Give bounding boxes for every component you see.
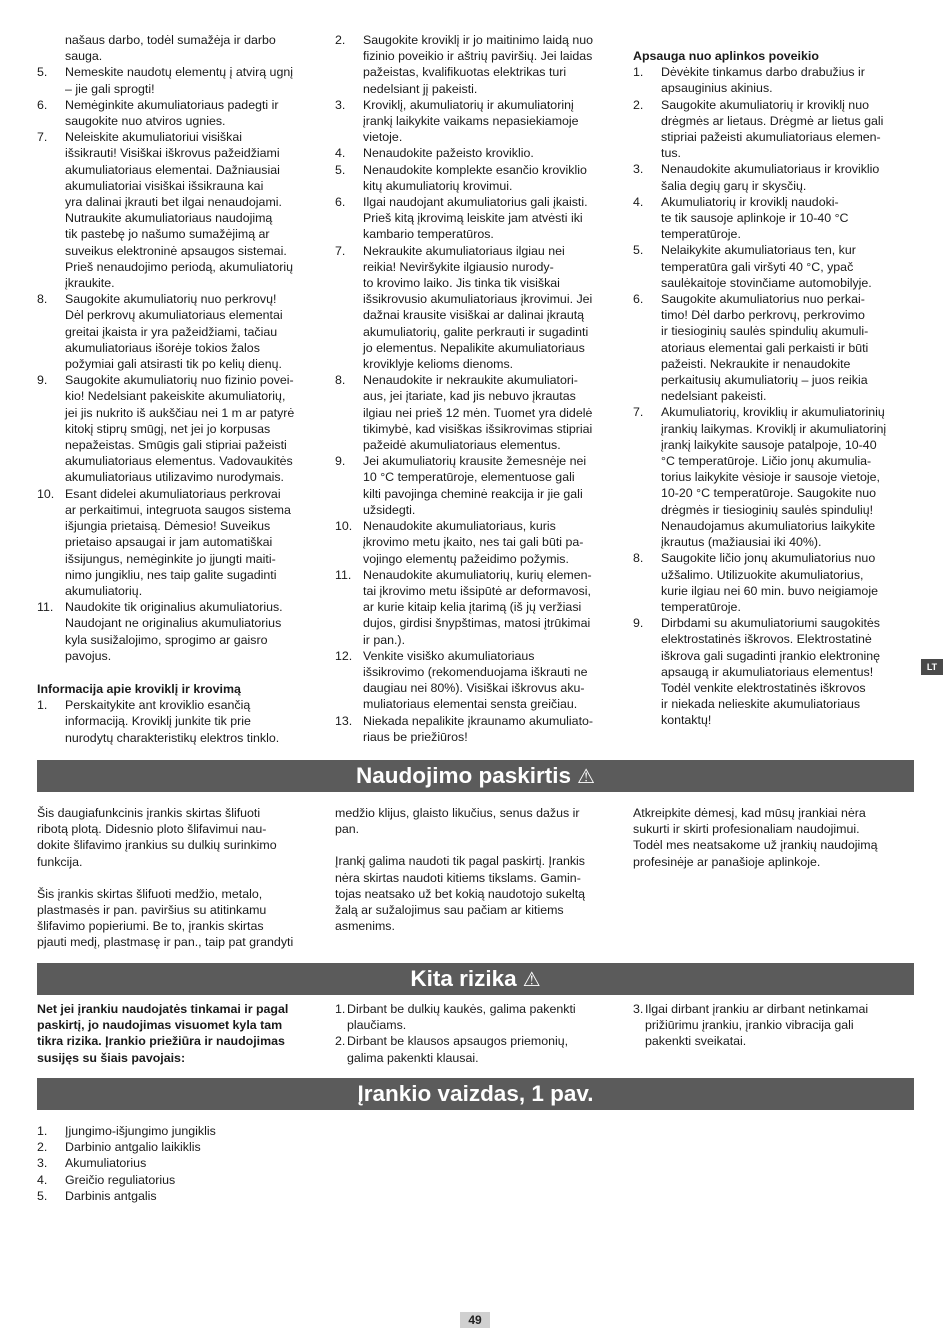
item-line: tus. xyxy=(661,146,681,161)
item-line: užsidegti. xyxy=(363,502,416,517)
item-line: išsijungus, nemėginkite jo įjungti maiti- xyxy=(65,551,276,566)
item-line: jei jis nukrito iš aukščiau nei 1 m ar patyrė xyxy=(65,405,295,420)
item-line: akumuliatoriaus elementai. Dažniausiai xyxy=(65,162,280,177)
list-item xyxy=(335,567,618,648)
paragraph xyxy=(335,805,618,837)
item-number: 7. xyxy=(633,405,644,420)
item-line: akumuliatoriai visiškai išsikrauna kai xyxy=(65,178,264,193)
item-line: yra dalinai įkrauti bet ilgai nenaudojami. xyxy=(65,195,282,210)
item-line: nedelsiant pakeisti. xyxy=(661,389,767,404)
column-3 xyxy=(633,48,911,729)
item-line: reikia! Neviršykite ilgiausio nurody- xyxy=(363,259,554,274)
item-line: išjungia prietaisą. Dėmesio! Suveikus xyxy=(65,519,271,534)
item-line: °C temperatūroje. Ličio jonų akumulia- xyxy=(661,454,872,469)
item-line: ir niekada nelieskite akumuliatoriaus xyxy=(661,697,861,712)
item-line: ar perkaitimui, integruota saugos sistema xyxy=(65,502,291,517)
risk-section-bar xyxy=(37,963,914,995)
item-line: tai įkrovimo metu išsipūtė ar deformavosi, xyxy=(363,583,591,598)
item-number: 11. xyxy=(335,567,352,582)
list-item xyxy=(37,486,320,599)
item-number: 2. xyxy=(37,1140,48,1155)
list-item xyxy=(633,64,911,96)
list-item xyxy=(37,1188,320,1204)
usage-column-1 xyxy=(37,805,320,951)
item-line: požymiai gali atsirasti tik po kelių dienų. xyxy=(65,357,282,372)
item-line: Venkite visiško akumuliatoriaus xyxy=(363,648,535,663)
paragraph xyxy=(335,853,618,934)
list-item xyxy=(633,550,911,615)
risk-intro xyxy=(37,1001,320,1066)
item-line: Naudokite tik originalius akumuliatorius. xyxy=(65,600,283,615)
item-number: 12. xyxy=(335,648,353,663)
item-line: šalia degių garų ir skysčių. xyxy=(661,178,807,193)
item-line: te tik sausoje aplinkoje ir 10-40 °C xyxy=(661,211,849,226)
item-line: nedelsiant jį pakeisti. xyxy=(363,81,478,96)
item-line: timo! Dėl darbo perkrovų, perkrovimo xyxy=(661,308,865,323)
environment-list xyxy=(633,64,911,728)
environment-heading: Apsauga nuo aplinkos poveikio xyxy=(633,49,819,63)
list-item xyxy=(335,713,618,745)
item-number: 10. xyxy=(37,486,55,501)
item-line: stipriai pažeisti akumuliatoriaus elemen- xyxy=(661,130,881,145)
item-line: Nekraukite akumuliatoriaus ilgiau nei xyxy=(363,243,565,258)
battery-safety-list xyxy=(37,64,320,664)
item-number: 5. xyxy=(633,243,644,258)
paragraph-line: plastmasės ir pan. paviršius su atitinkamu xyxy=(37,903,267,918)
item-line: akumuliatorių, galite perkrauti ir sugadinti xyxy=(363,324,589,339)
item-line: ar kurie kitaip kelia įtarimą (iš jų veržiasi xyxy=(363,600,582,615)
list-item xyxy=(37,372,320,485)
item-number: 9. xyxy=(37,373,48,388)
item-line: daugiau nei 80%). Visiškai iškrovus aku- xyxy=(363,681,585,696)
list-item xyxy=(633,291,911,404)
item-line: išsikrauti! Visiškai iškrovus pažeidžiami xyxy=(65,146,280,161)
item-line: tik pastebę jo našumo sumažėjimą ar xyxy=(65,227,270,242)
column-1 xyxy=(37,32,320,746)
item-line: Dirbant be dulkių kaukės, galima pakenkti xyxy=(347,1002,576,1016)
item-line: Saugokite akumuliatorių nuo fizinio povei- xyxy=(65,373,294,388)
item-line: vietoje. xyxy=(363,130,403,145)
list-item xyxy=(335,1033,618,1065)
item-line: to krovimo laiko. Jis tinka tik visiškai xyxy=(363,276,560,291)
item-line: muliatoriaus elementai sensta greičiau. xyxy=(363,697,578,712)
item-line: Saugokite kroviklį ir jo maitinimo laidą nuo xyxy=(363,33,594,47)
intro-line: tikra rizika. Įrankio priežiūra ir naudojimas xyxy=(37,1034,285,1049)
item-line: prietaiso apsaugai ir jam automatiškai xyxy=(65,535,273,550)
item-line: Dėvėkite tinkamus darbo drabužius ir xyxy=(661,65,865,80)
item-line: kitų akumuliatorių krovimui. xyxy=(363,178,513,193)
item-number: 13. xyxy=(335,713,353,728)
list-item xyxy=(633,194,911,243)
item-line: Prieš nenaudojimo periodą, akumuliatorių xyxy=(65,259,293,274)
item-line: informaciją. Kroviklį junkite tik prie xyxy=(65,714,251,729)
paragraph xyxy=(37,886,320,951)
item-number: 3. xyxy=(633,1002,644,1016)
item-line: dujos, girdisi šnypštimas, matosi įtrūkimai xyxy=(363,616,591,631)
list-item xyxy=(37,64,320,96)
item-line: nepažeistas. Smūgis gali stipriai pažeisti xyxy=(65,438,287,453)
paragraph xyxy=(37,805,320,870)
item-number: 8. xyxy=(37,292,48,307)
item-line: ir tiesioginių saulės spindulių akumuli- xyxy=(661,324,869,339)
paragraph-line: funkcija. xyxy=(37,854,83,869)
item-line: – jie gali sprogti! xyxy=(65,81,155,96)
list-item xyxy=(633,1001,911,1050)
item-line: atoriaus elementai gali perkaisti ir būti xyxy=(661,340,869,355)
item-number: 7. xyxy=(335,243,346,258)
paragraph-line: pan. xyxy=(335,822,360,837)
item-line: drėgmės ir tiesioginių saulės spindulių! xyxy=(661,502,874,517)
charger-heading: Informacija apie kroviklį ir krovimą xyxy=(37,681,241,696)
item-line: iškrova gali sugadinti įrankio elektroninę xyxy=(661,648,881,663)
page-number: 49 xyxy=(460,1312,490,1328)
item-number: 2. xyxy=(633,97,644,112)
item-line: Dėl perkrovų akumuliatoriaus elementai xyxy=(65,308,283,323)
list-item xyxy=(37,1155,320,1171)
item-line: aus, jei įtariate, kad jis nebuvo įkrautas xyxy=(363,389,576,404)
usage-title: Naudojimo paskirtis xyxy=(356,763,572,788)
list-item xyxy=(37,129,320,291)
item-text: Darbinio antgalio laikiklis xyxy=(65,1140,201,1155)
list-item xyxy=(335,194,618,243)
item-number: 3. xyxy=(633,162,644,177)
item-line: Nenaudokite pažeisto kroviklio. xyxy=(363,146,534,161)
usage-column-3 xyxy=(633,805,911,870)
item-line: Naudojant ne originalius akumuliatorius xyxy=(65,616,282,631)
item-line: išsikrovusio akumuliatoriaus įkrovimui. Jei xyxy=(363,292,593,307)
intro-line: susijęs su šiais pavojais: xyxy=(37,1050,186,1065)
item-line: kroviklyje kelioms dienoms. xyxy=(363,357,514,372)
item-line: Saugokite akumuliatorių ir kroviklį nuo xyxy=(661,97,869,112)
intro-line: paskirtį, jo naudojimas visuomet kyla tam xyxy=(37,1018,283,1033)
item-number: 6. xyxy=(37,97,48,112)
item-line: drėgmės ar lietaus. Drėgmė ar lietus gali xyxy=(661,113,884,128)
item-line: kilti pavojinga cheminė reakcija ir jie gali xyxy=(363,486,583,501)
list-item xyxy=(37,291,320,372)
item-number: 11. xyxy=(37,600,54,615)
list-item xyxy=(37,1172,320,1188)
item-line: Nenaudokite akumuliatoriaus ir kroviklio xyxy=(661,162,880,177)
item-line: Akumuliatorių ir kroviklį naudoki- xyxy=(661,194,839,209)
item-line: Dirbdami su akumuliatoriumi saugokitės xyxy=(661,616,880,631)
item-line: tikimybė, kad visiškas išsikrovimas stipriai xyxy=(363,421,593,436)
list-item xyxy=(335,32,618,97)
parts-list xyxy=(37,1123,320,1204)
risk-title: Kita rizika xyxy=(410,966,517,991)
item-number: 4. xyxy=(335,146,346,161)
item-line: apsaugą ir akumuliatoriaus elementus! xyxy=(661,664,874,679)
item-line: Jei akumuliatorių krausite žemesnėje nei xyxy=(363,454,587,469)
item-line: akumuliatoriaus išorėje tokios žalos xyxy=(65,340,260,355)
column-2 xyxy=(335,32,618,745)
item-line: pažeidė akumuliatoriaus elementus. xyxy=(363,438,561,453)
list-item xyxy=(37,97,320,129)
item-line: kyla susižalojimo, sprogimo ar gaisro xyxy=(65,632,268,647)
item-line: Saugokite akumuliatorių nuo perkrovų! xyxy=(65,292,277,307)
list-item xyxy=(335,97,618,146)
item-line: akumuliatoriaus utilizavimo nurodymais. xyxy=(65,470,284,485)
paragraph-line: Šis daugiafunkcinis įrankis skirtas šlifuoti xyxy=(37,806,261,820)
item-line: įkrovimo metu įkaito, nes tai gali būti pa- xyxy=(363,535,584,550)
item-number: 8. xyxy=(335,373,346,388)
item-line: Dirbant be klausos apsaugos priemonių, xyxy=(347,1034,569,1049)
item-line: Nenaudokite komplekte esančio kroviklio xyxy=(363,162,587,177)
risk-column-2 xyxy=(335,1001,618,1066)
item-number: 6. xyxy=(335,195,346,210)
item-line: prižiūrimu įrankiu, įrankio vibracija gali xyxy=(645,1018,854,1033)
paragraph-line: asmenims. xyxy=(335,919,395,934)
item-line: kio! Nedelsiant pakeiskite akumuliatorių, xyxy=(65,389,286,404)
item-number: 10. xyxy=(335,519,353,534)
charger-safety-list xyxy=(335,32,618,745)
risk-column-3 xyxy=(633,1001,911,1050)
item-number: 6. xyxy=(633,292,644,307)
list-item xyxy=(335,243,618,373)
language-tab: LT xyxy=(921,659,943,675)
item-number: 5. xyxy=(37,65,48,80)
item-line: ir pan.). xyxy=(363,632,406,647)
item-line: Ilgai dirbant įrankiu ar dirbant netinkamai xyxy=(645,1002,869,1016)
item-number: 9. xyxy=(335,454,346,469)
item-line: Prieš kitą įkrovimą leiskite jam atvėsti iki xyxy=(363,211,583,226)
item-line: Nenaudokite akumuliatorių, kurių elemen- xyxy=(363,567,592,582)
charger-list xyxy=(37,697,320,746)
item-line: Nelaikykite akumuliatoriaus ten, kur xyxy=(661,243,856,258)
item-line: Todėl venkite elektrostatinės iškrovos xyxy=(661,680,866,695)
item-number: 5. xyxy=(37,1188,48,1203)
paragraph-line: dokite šlifavimo įrankius su dulkių surinkimo xyxy=(37,838,277,853)
paragraph-line: ribotą plotą. Didesnio ploto šlifavimui nau- xyxy=(37,822,267,837)
paragraph-line: tojas neatsako už bet kokią naudotojo sukeltą xyxy=(335,886,586,901)
item-line: perkaitusių akumuliatorių – juos reikia xyxy=(661,373,868,388)
item-line: akumuliatorių. xyxy=(65,583,143,598)
paragraph-line: profesinėje ar panašioje aplinkoje. xyxy=(633,854,821,869)
item-line: kontaktų! xyxy=(661,713,712,728)
list-item xyxy=(335,162,618,194)
list-item xyxy=(633,161,911,193)
item-line: Nenaudojamus akumuliatorius laikykite xyxy=(661,518,876,533)
paragraph-line: nėra skirtas naudoti kitiems tikslams. Gamin- xyxy=(335,870,581,885)
list-item xyxy=(37,1123,320,1139)
item-line: kitokį stiprų smūgį, net jei jo korpusas xyxy=(65,421,271,436)
item-line: temperatūra gali viršyti 40 °C, ypač xyxy=(661,259,854,274)
list-item xyxy=(335,1001,618,1033)
paragraph-line: Šis įrankis skirtas šlifuoti medžio, metalo, xyxy=(37,886,263,901)
list-item xyxy=(633,97,911,162)
item-line: plaučiams. xyxy=(347,1018,407,1033)
item-line: nimo jungikliu, nes taip galite sugadinti xyxy=(65,567,277,582)
item-line: Nenaudokite akumuliatoriaus, kuris xyxy=(363,519,556,534)
item-line: Neleiskite akumuliatoriui visiškai xyxy=(65,130,242,145)
list-item xyxy=(633,404,911,550)
parts-column xyxy=(37,1123,320,1204)
list-item xyxy=(335,145,618,161)
continuation-text: našaus darbo, todėl sumažėja ir darbo sauga. xyxy=(65,33,276,64)
item-line: elektrostatinės iškrovos. Elektrostatinė xyxy=(661,632,872,647)
item-number: 3. xyxy=(37,1156,48,1171)
paragraph-line: šlifavimo popieriumi. Be to, įrankis skirtas xyxy=(37,919,264,934)
item-number: 4. xyxy=(633,194,644,209)
item-line: įkrautus (mažiausiai iki 40%). xyxy=(661,535,822,550)
list-item xyxy=(37,599,320,664)
item-line: Nutraukite akumuliatoriaus naudojimą xyxy=(65,211,273,226)
item-text: Įjungimo-išjungimo jungiklis xyxy=(65,1124,216,1138)
item-line: Kroviklį, akumuliatorių ir akumuliatorinį xyxy=(363,97,574,112)
item-line: suveikus elektroninė apsaugos sistemai. xyxy=(65,243,287,258)
item-line: Nemeskite naudotų elementų į atvirą ugnį xyxy=(65,65,293,80)
paragraph-line: sukurti ir skirti profesionaliam naudojimui. xyxy=(633,822,860,837)
list-item xyxy=(633,242,911,291)
item-number: 1. xyxy=(335,1002,346,1016)
item-line: kurie ilgiau nei 60 min. buvo neigiamoje xyxy=(661,583,878,598)
list-item xyxy=(37,1139,320,1155)
item-line: Nenaudokite ir nekraukite akumuliatori- xyxy=(363,373,578,388)
item-line: torius laikykite vėsioje ir sausoje vietoje, xyxy=(661,470,880,485)
item-line: pažeisti. Nekraukite ir nenaudokite xyxy=(661,356,851,371)
item-number: 5. xyxy=(335,162,346,177)
item-line: įrankį laikykite sausoje patalpoje, 10-40 xyxy=(661,437,877,452)
item-line: jo elementus. Nepalikite akumuliatoriaus xyxy=(363,340,585,355)
item-line: įrankį laikykite vaikams nepasiekiamoje xyxy=(363,114,579,129)
item-number: 8. xyxy=(633,551,644,566)
item-number: 1. xyxy=(633,65,644,80)
item-text: Darbinis antgalis xyxy=(65,1188,157,1203)
item-number: 9. xyxy=(633,616,644,631)
item-line: riaus be priežiūros! xyxy=(363,729,468,744)
view-title: Įrankio vaizdas, 1 pav. xyxy=(357,1081,594,1106)
paragraph-line: Atkreipkite dėmesį, kad mūsų įrankiai nėra xyxy=(633,806,866,820)
item-line: Akumuliatorių, kroviklių ir akumuliatorinių xyxy=(661,405,885,420)
item-line: nurodytų charakteristikų elektros tinklo. xyxy=(65,730,280,745)
paragraph-line: medžio klijus, glaisto likučius, senus dažus ir xyxy=(335,806,580,820)
item-line: Saugokite akumuliatorius nuo perkai- xyxy=(661,292,865,307)
risk-list-2 xyxy=(633,1001,911,1050)
paragraph-line: Todėl mes neatsakome už įrankių naudojimą xyxy=(633,838,878,853)
item-line: pakenkti sveikatai. xyxy=(645,1034,747,1049)
item-line: pavojus. xyxy=(65,648,112,663)
list-item xyxy=(633,615,911,728)
item-line: ilgiau nei prieš 12 mėn. Tuomet yra didelė xyxy=(363,405,593,420)
item-line: vojingo elementų pažeidimo požymis. xyxy=(363,551,569,566)
item-line: fizinio poveikio ir aštrių paviršių. Jei laidas xyxy=(363,49,593,64)
item-line: saulėkaitoje stovinčiame automobilyje. xyxy=(661,275,872,290)
item-line: Saugokite ličio jonų akumuliatorius nuo xyxy=(661,551,876,566)
item-number: 2. xyxy=(335,1034,346,1049)
paragraph-line: Įrankį galima naudoti tik pagal paskirtį. Įrankis xyxy=(335,854,585,869)
item-text: Greičio reguliatorius xyxy=(65,1172,176,1187)
item-line: Niekada nepalikite įkraunamo akumuliato- xyxy=(363,713,594,728)
item-line: Esant didelei akumuliatoriaus perkrovai xyxy=(65,486,281,501)
item-line: įrankių laikymas. Kroviklį ir akumuliatorinį xyxy=(661,421,887,436)
paragraph-line: pjauti medį, plastmasę ir pan., taip pat grandyti xyxy=(37,935,294,950)
item-number: 1. xyxy=(37,1124,48,1138)
item-line: pažeistas, kvalifikuotas elektrikas turi xyxy=(363,65,567,80)
list-item xyxy=(37,697,320,746)
item-line: apsauginius akinius. xyxy=(661,81,773,96)
warning-icon: ⚠ xyxy=(577,766,595,788)
list-item xyxy=(335,518,618,567)
list-item xyxy=(335,372,618,453)
warning-icon: ⚠ xyxy=(522,969,541,991)
item-number: 4. xyxy=(37,1172,48,1187)
item-line: temperatūroje. xyxy=(661,227,741,242)
usage-column-2 xyxy=(335,805,618,934)
paragraph xyxy=(633,805,911,870)
item-line: dažnai krausite visiškai ar dalinai įkrautą xyxy=(363,308,585,323)
item-line: Perskaitykite ant kroviklio esančią xyxy=(65,698,251,713)
item-line: Ilgai naudojant akumuliatorius gali įkaisti. xyxy=(363,195,588,210)
list-item xyxy=(335,453,618,518)
item-line: užšalimo. Utilizuokite akumuliatorius, xyxy=(661,567,864,582)
item-text: Akumuliatorius xyxy=(65,1156,147,1171)
item-line: išsikrovimo (rekomenduojama iškrauti ne xyxy=(363,664,588,679)
list-item xyxy=(335,648,618,713)
item-line: temperatūroje. xyxy=(661,599,741,614)
view-section-bar xyxy=(37,1078,914,1110)
item-number: 7. xyxy=(37,130,48,145)
item-line: saugokite nuo atviros ugnies. xyxy=(65,114,226,129)
item-number: 1. xyxy=(37,698,48,713)
item-line: įkraukite. xyxy=(65,276,115,291)
item-number: 3. xyxy=(335,97,346,112)
risk-list-1 xyxy=(335,1001,618,1066)
item-line: akumuliatoriaus elementus. Vadovaukitės xyxy=(65,454,293,469)
item-line: Nemėginkite akumuliatoriaus padegti ir xyxy=(65,97,279,112)
item-line: 10 °C temperatūroje, elementuose gali xyxy=(363,470,575,485)
usage-section-bar xyxy=(37,760,914,792)
item-line: kambario temperatūros. xyxy=(363,227,494,242)
item-line: greitai įkaista ir yra pažeidžiami, tačiau xyxy=(65,324,278,339)
intro-line: Net jei įrankiu naudojatės tinkamai ir pagal xyxy=(37,1002,289,1016)
paragraph-line: žalą ar sužalojimus sau pačiam ar kitiems xyxy=(335,903,564,918)
item-line: 10-20 °C temperatūroje. Saugokite nuo xyxy=(661,486,877,501)
item-line: galima pakenkti klausai. xyxy=(347,1050,479,1065)
item-number: 2. xyxy=(335,33,346,47)
